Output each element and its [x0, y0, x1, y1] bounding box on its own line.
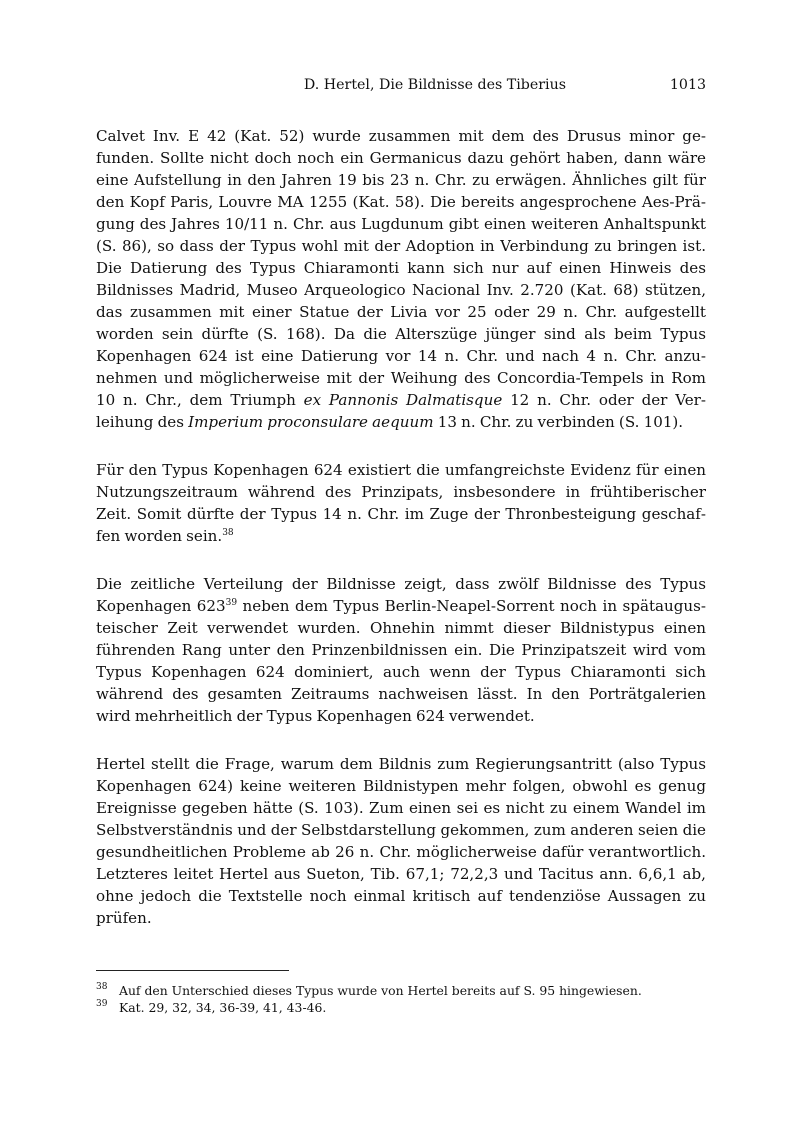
paragraph-text: neben dem Typus Berlin-Neapel-Sorrent noch in spätaugusteischer Zeit verwendet wurden. Ohnehin nimmt dieser Bildnistypus einen führenden Rang unter den Prinzenbildnissen ein. Die Prinzipatszeit wird vom Typus Kopenhagen 624 dominiert, auch wenn der Typus Chiaramonti sich während des gesamten Zeitraums nachweisen lässt. In den Porträtgalerien wird mehrheitlich der Typus Kopenhagen 624 verwendet.	[96, 597, 706, 725]
paragraph-text: Für den Typus Kopenhagen 624 existiert die umfangreichste Evidenz für einen Nutzungszeitraum während des Prinzipats, insbesondere in frühtiberischer Zeit. Somit dürfte der Typus 14 n. Chr. im Zuge der Thronbesteigung geschaffen worden sein.	[96, 461, 706, 545]
running-title: D. Hertel, Die Bildnisse des Tiberius	[303, 77, 566, 93]
paragraph-2	[96, 459, 706, 547]
paragraph-text: Calvet Inv. E 42 (Kat. 52) wurde zusammen mit dem des Drusus minor gefunden. Sollte nicht doch noch ein Germanicus dazu gehört haben, dann wäre eine Aufstellung in den Jahren 19 bis 23 n. Chr. zu erwägen. Ähnliches gilt für den Kopf Paris, Louvre MA 1255 (Kat. 58). Die bereits angesprochene Aes-Prägung des Jahres 10/11 n. Chr. aus Lugdunum gibt einen weiteren Anhaltspunkt (S. 86), so dass der Typus wohl mit der Adoption in Verbindung zu bringen ist. Die Datierung des Typus Chiaramonti kann sich nur auf einen Hinweis des Bildnisses Madrid, Museo Arqueologico Nacional Inv. 2.720 (Kat. 68) stützen, das zusammen mit einer Statue der Livia vor 25 oder 29 n. Chr. aufgestellt worden sein dürfte (S. 168). Da die Alterszüge jünger sind als beim Typus Kopenhagen 624 ist eine Datierung vor 14 n. Chr. und nach 4 n. Chr. anzunehmen und möglicherweise mit der Weihung des Concordia-Tempels in Rom 10 n. Chr., dem Triumph	[96, 127, 706, 409]
footnote-mark: 38	[96, 982, 108, 992]
latin-phrase: ex Pannonis Dalmatisque	[303, 391, 503, 409]
page-number: 1013	[669, 77, 706, 93]
paragraph-text: 13 n. Chr. zu verbinden (S. 101).	[433, 413, 684, 431]
footnote-text: Auf den Unterschied dieses Typus wurde von Hertel bereits auf S. 95 hingewiesen.	[119, 983, 642, 998]
footnote-39	[96, 999, 706, 1016]
paragraph-text: Die zeitliche Verteilung der Bildnisse zeigt, dass zwölf Bildnisse des Typus Kopenhagen 623	[96, 575, 706, 615]
latin-phrase: Imperium proconsulare aequum	[188, 413, 434, 431]
footnote-mark: 39	[96, 999, 108, 1009]
document-page	[96, 0, 706, 1131]
footnote-divider	[96, 970, 289, 971]
footnote-ref-39[interactable]: 39	[225, 598, 238, 608]
running-head	[96, 76, 706, 94]
paragraph-3	[96, 573, 706, 727]
paragraph-text: Hertel stellt die Frage, warum dem Bildnis zum Regierungsantritt (also Typus Kopenhagen 624) keine weiteren Bildnistypen mehr folgen, obwohl es genug Ereignisse gegeben hätte (S. 103). Zum einen sei es nicht zu einem Wandel im Selbstverständnis und der Selbstdarstellung gekommen, zum anderen seien die gesundheitlichen Probleme ab 26 n. Chr. möglicherweise dafür verantwortlich. Letzteres leitet Hertel aus Sueton, Tib. 67,1; 72,2,3 und Tacitus ann. 6,6,1 ab, ohne jedoch die Textstelle noch einmal kritisch auf tendenziöse Aussagen zu prüfen.	[96, 755, 706, 927]
footnote-38	[96, 982, 706, 999]
footnote-ref-38[interactable]: 38	[222, 528, 234, 538]
body-text	[96, 125, 706, 929]
footnote-text: Kat. 29, 32, 34, 36-39, 41, 43-46.	[119, 1000, 327, 1015]
footnotes	[96, 982, 706, 1016]
paragraph-4	[96, 753, 706, 929]
paragraph-text: 12 n. Chr. oder der Verleihung des	[96, 391, 706, 431]
paragraph-1	[96, 125, 706, 433]
